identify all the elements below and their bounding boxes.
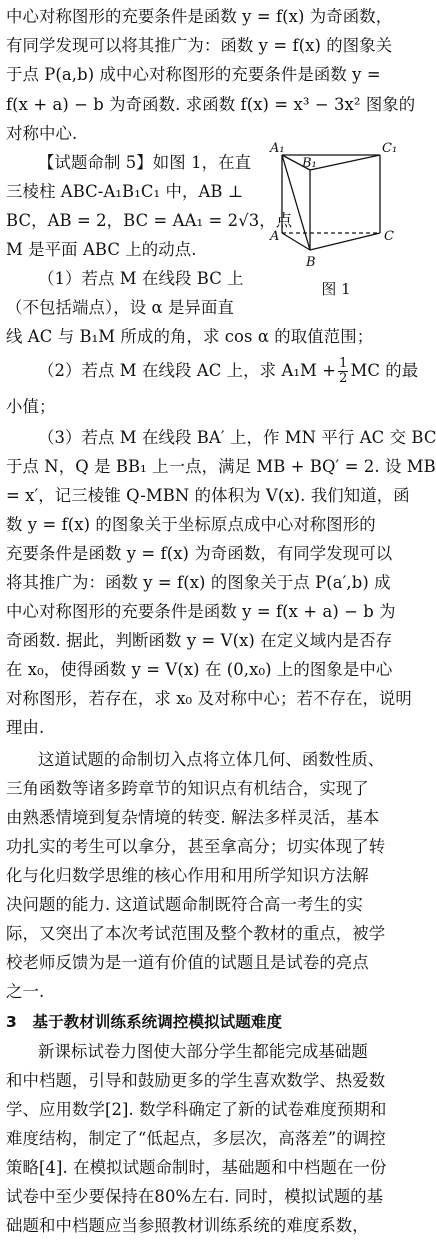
text-line: 之一. (6, 982, 45, 1001)
problem-heading: 【试题命制 5】如图 1，在直 (38, 153, 252, 172)
text-line: M 是平面 ABC 上的动点. (6, 240, 197, 259)
text-line: 对称中心. (6, 124, 78, 143)
fraction-numerator: 1 (339, 356, 348, 371)
edge-b1c1 (310, 155, 380, 170)
text-segment: （2）若点 M 在线段 AC 上，求 A₁M + (38, 361, 337, 380)
label-a1: A₁ (270, 141, 285, 156)
text-line: 新课标试卷力图使大部分学生都能完成基础题 (38, 1042, 368, 1061)
prism-figure (268, 140, 404, 300)
text-line: （不包括端点），设 α 是异面直 (6, 298, 234, 317)
text-line: = x′，记三棱锥 Q-MBN 的体积为 V(x). 我们知道，函 (6, 486, 410, 505)
text-line: 于点 P(a,b) 成中心对称图形的充要条件是函数 y = (6, 65, 381, 84)
text-line: 奇函数. 据此，判断函数 y = V(x) 在定义域内是否存 (6, 631, 393, 650)
figure-caption: 图 1 (321, 280, 351, 298)
text-line: 在 x₀，使得函数 y = V(x) 在 (0,x₀) 上的图象是中心 (6, 660, 393, 679)
prism-diagram (268, 140, 404, 274)
text-line: 校老师反馈为是一道有价值的试题且是试卷的亮点 (6, 953, 369, 972)
text-line: 和中档题，引导和鼓励更多的学生喜欢数学、热爱数 (6, 1071, 386, 1090)
text-line: 理由. (6, 718, 45, 737)
fraction (338, 357, 348, 386)
text-line: 中心对称图形的充要条件是函数 y = f(x + a) − b 为 (6, 602, 396, 621)
label-b1: B₁ (302, 156, 317, 171)
section-heading: 3 基于教材训练系统调控模拟试题难度 (6, 1013, 283, 1031)
label-c1: C₁ (382, 141, 398, 156)
edge-bc (310, 233, 380, 250)
label-a: A (270, 229, 280, 244)
text-line: 有同学发现可以将其推广为：函数 y = f(x) 的图象关 (6, 36, 393, 55)
text-line: 小值； (6, 397, 56, 416)
text-line: 中心对称图形的充要条件是函数 y = f(x) 为奇函数， (6, 7, 393, 26)
text-line: 化与化归数学思维的核心作用和用所学知识方法解 (6, 866, 369, 885)
text-line: （3）若点 M 在线段 BA′ 上，作 MN 平行 AC 交 BC (38, 428, 436, 447)
text-line: f(x + a) − b 为奇函数. 求函数 f(x) = x³ − 3x² 图象的 (6, 95, 416, 114)
text-line: 线 AC 与 B₁M 所成的角，求 cos α 的取值范围； (6, 327, 374, 346)
text-line: 础题和中档题应当参照教材训练系统的难度系数， (6, 1216, 369, 1235)
text-line: 功扎实的考生可以拿分，甚至拿高分；切实体现了转 (6, 837, 386, 856)
text-line: （1）若点 M 在线段 BC 上 (38, 269, 244, 288)
text-line: 学、应用数学[2]. 数学科确定了新的试卷难度预期和 (6, 1100, 387, 1119)
text-line: 际，又突出了本次考试范围及整个教材的重点，被学 (6, 924, 386, 943)
text-line: 数 y = f(x) 的图象关于坐标原点成中心对称图形的 (6, 515, 376, 534)
text-line: 策略[4]. 在模拟试题命制时，基础题和中档题在一份 (6, 1158, 387, 1177)
text-line: 三角函数等诸多跨章节的知识点有机结合，实现了 (6, 779, 369, 798)
text-line: BC，AB = 2，BC = AA₁ = 2√3，点 (6, 211, 293, 230)
text-line-with-fraction (38, 356, 419, 386)
text-line: 于点 N，Q 是 BB₁ 上一点，满足 MB + BQ′ = 2. 设 MB (6, 457, 436, 476)
text-line: 试卷中至少要保持在80%左右. 同时，模拟试题的基 (6, 1187, 384, 1206)
text-line: 这道试题的命制切入点将立体几何、函数性质、 (38, 750, 385, 769)
text-line: 难度结构，制定了“低起点，多层次，高落差”的调控 (6, 1129, 386, 1148)
fraction-denominator: 2 (339, 371, 348, 386)
text-line: 由熟悉情境到复杂情境的转变. 解法多样灵活，基本 (6, 808, 380, 827)
text-line: 充要条件是函数 y = f(x) 为奇函数，有同学发现可以 (6, 544, 393, 563)
text-line: 将其推广为：函数 y = f(x) 的图象关于点 P(a′,b) 成 (6, 573, 391, 592)
text-line: 对称图形，若存在，求 x₀ 及对称中心；若不存在，说明 (6, 689, 412, 708)
text-segment: MC 的最 (350, 361, 419, 380)
label-b: B (306, 255, 316, 270)
text-line: 决问题的能力. 这道试题命制既符合高一考生的实 (6, 895, 363, 914)
text-line: 三棱柱 ABC-A₁B₁C₁ 中，AB ⊥ (6, 182, 244, 201)
label-c: C (384, 229, 394, 244)
